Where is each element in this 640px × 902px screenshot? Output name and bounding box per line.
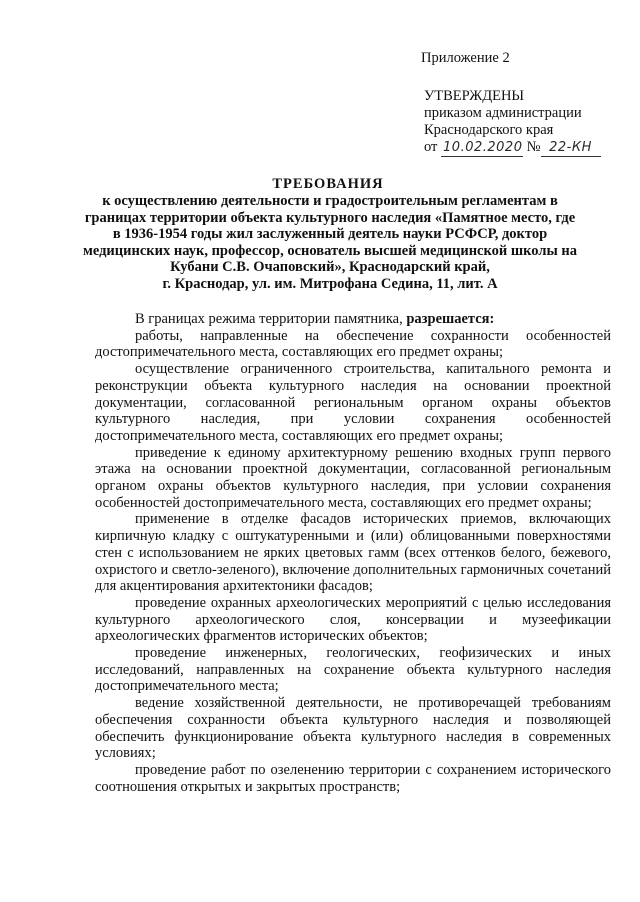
body-paragraph: проведение охранных археологических мероприятий с целью исследования культурного археологического слоя, консервации и музеефикации археологических фрагментов исторических объектов; — [95, 594, 611, 645]
subtitle-line: к осуществлению деятельности и градостроительным регламентам в — [102, 193, 558, 209]
body-paragraph: проведение работ по озеленению территории с сохранением исторического соотношения открытых и закрытых пространств; — [95, 761, 611, 795]
document-body — [95, 311, 611, 795]
number-label: № — [526, 139, 541, 155]
approval-block — [424, 88, 624, 157]
intro-paragraph — [95, 311, 611, 328]
body-paragraph: проведение инженерных, геологических, геофизических и иных исследований, направленных на сохранение объекта культурного наследия достопримечательного места; — [95, 645, 611, 695]
intro-text: В границах режима территории памятника, — [135, 311, 407, 327]
subtitle-line: Кубани С.В. Очаповский», Краснодарский край, — [170, 259, 490, 275]
subtitle-line: в 1936-1954 годы жил заслуженный деятель науки РСФСР, доктор — [112, 226, 548, 242]
document-subtitle — [70, 193, 590, 292]
handwritten-number: 22-КН — [541, 139, 601, 157]
order-line-1: приказом администрации — [424, 105, 582, 121]
subtitle-line: медицинских наук, профессор, основатель высшей медицинской школы на — [82, 242, 578, 259]
subtitle-line: г. Краснодар, ул. им. Митрофана Седина, 11, лит. А — [162, 275, 498, 292]
from-label: от — [424, 139, 438, 155]
appendix-label: Приложение 2 — [421, 50, 510, 66]
document-title: ТРЕБОВАНИЯ — [272, 176, 384, 192]
handwritten-date: 10.02.2020 — [443, 140, 523, 155]
approved-label: УТВЕРЖДЕНЫ — [424, 88, 525, 104]
body-paragraph: приведение к единому архитектурному решению входных групп первого этажа на основании проектной документации, согласованной региональным органом охраны объектов культурного наследия, при условии сохранения особенностей достопримечательного места, составляющих его предмет охраны; — [95, 444, 611, 511]
order-line-2: Краснодарского края — [424, 122, 554, 138]
body-paragraph: применение в отделке фасадов исторических приемов, включающих кирпичную кладку с оштукатуренными и (или) облицованными поверхностями стен с использованием не ярких цветовых гамм (всех оттенков белого, бежевого, охристого и светло-зеленого), включение дополнительных гармоничных сочетаний для акцентирования архитектоники фасадов; — [95, 511, 611, 595]
body-paragraph: работы, направленные на обеспечение сохранности особенностей достопримечательного места, составляющих его предмет охраны; — [95, 327, 611, 361]
body-paragraph: осуществление ограниченного строительства, капитального ремонта и реконструкции объекта культурного наследия на основании проектной документации, согласованной региональным органом охраны объектов культурного наследия, при условии сохранения особенностей достопримечательного места, составляющих его предмет охраны; — [95, 361, 611, 444]
subtitle-line: границах территории объекта культурного наследия «Памятное место, где — [84, 209, 576, 226]
order-date-number-line — [424, 139, 624, 157]
intro-bold: разрешается: — [406, 311, 495, 327]
body-paragraph: ведение хозяйственной деятельности, не противоречащей требованиям обеспечения сохранности объекта культурного наследия и позволяющей обеспечить функционирование объекта культурного наследия в современных условиях; — [95, 695, 611, 762]
